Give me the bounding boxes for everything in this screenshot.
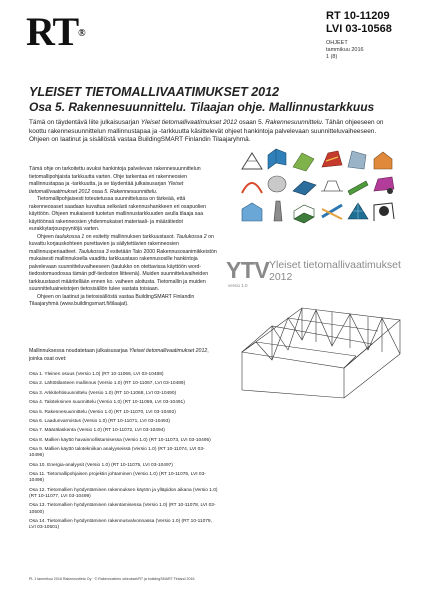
list-item: Osa 3. Arkkitehtisuunnittelu (Versio 1.0) (RT 10-11068, LVI 03-10490) [29,390,177,396]
list-item: Osa 5. Rakennesuunnittelu (Versio 1.0) (RT 10-11070, LVI 03-10492) [29,409,176,415]
list-item: Osa 10. Energia-analyysit (Versio 1.0) (RT 10-11075, LVI 03-10497) [29,462,173,468]
list-item: Osa 8. Mallien käyttö havainnollistamisessa (Versio 1.0) (RT 10-11073, LVI 03-10495) [29,437,211,443]
paragraph-4: Ohjeen on laatinut ja tietosisällöstä vastaa BuildingSMART Finlandin Tilaajaryhmä (www.buildingsmart.fi/tilaajat). [29,293,195,307]
truss-icon [242,153,262,169]
frame-icon [374,203,394,221]
list-item: Osa 1. Yleinen osuus (Versio 1.0) (RT 10-11066, LVI 03-10488) [29,372,164,377]
wall-icon [348,151,366,169]
tank-icon [268,176,286,192]
footer: PL 1 tammikuu 2016 Rakennustieto Oy · © Rakennustieto oikeukset/RT ja buildingSMART Finland 2016 [29,577,195,581]
roof-icon [293,153,314,171]
truss-structure-drawing [232,290,410,400]
ytv-version: versio 1.0 [228,283,248,288]
list-item: Osa 7. Määrälaskenta (Versio 1.0) (RT 10-11072, LVI 03-10494) [29,428,165,434]
rt-code: RT 10-11209 [326,10,390,22]
duct-icon [374,177,394,194]
beam-icon [348,181,368,195]
ytv-title: Yleiset tietomallivaatimukset [269,259,401,271]
list-item: Osa 9. Mallien käyttö talotekniikan analyyseissä (Versio 1.0) (RT 10-11074, LVI 03-10496) [29,447,205,459]
parts-list [29,372,219,534]
paragraph-1: Tämä ohje on tarkoitettu avuksi hankintoja palvelevan rakennesuunnittelun tietomallipohjaista tarkkuutta varten. Ohje tarkentaa eri rakenneosien mallinnustapaa ja -tarkkuutta, ja se täydentää julkaisusarjan Yleiset tietomallivaatimukset 2012 osaa 5. Rakennesuunnittelu. [29,166,201,195]
list-item: Osa 6. Laadunvarmistus (Versio 1.0) (RT 10-11071, LVI 03-10493) [29,418,170,424]
hall-icon [242,203,262,221]
ytv-icon-collage [240,147,400,227]
paragraph-3: Ohjeen taulukossa 1 on esitetty mallinnuksen tarkkuustasot. Taulukossa 2 on kuvattu korjauskohteen purettavien ja säilytettävien rakenneosien mallinnusperiaatteet. Taulukossa 3 esitetään Talo 2000 Rakennusosanimikkeistön mukaisesti mallinnuksella vaadittu tarkkuustaso rakennusosille hankintoja palvelevaan suunnitteluvaiheeseen (taulukko on otettavissa käyttöön word-tiedostomuodossa tämän pdf-tiedoston liitteenä). Muiden suunnitteluvaiheiden tarkkuustasot määritellään ennen ko. vaiheen aloitusta. Tietomallin ja muiden suunnitteluaineistojen tietosisällön tulee vastata toisiaan. [29,233,217,292]
list-item: Osa 13. Tietomallien hyödyntäminen rakentamisessa (Versio 1.0) (RT 10-11078, LVI 03-10500) [29,503,216,515]
block-icon [294,205,314,223]
house-icon [374,152,392,169]
page-number: 1 (8) [326,54,338,60]
doc-type: OHJEET [326,40,348,46]
intro-paragraph: Tämä on täydentävä liite julkaisusarjan Yleiset tietomallivaatimukset 2012 osaan 5. Rakennesuunnittelu. Tähän ohjeeseen on koottu rakennesuunnittelun mallinnustapaa ja -tarkkuutta käsittelevät ohjeet hankintoja palvelevaan suunnitteluvaiheeseen. Ohjeen on laatinut ja sisällöstä vastaa BuildingSMART Finlandin Tilaajaryhmä. [29,119,384,144]
tower-icon [274,201,282,221]
rt-logo: RT® [26,9,85,54]
ytv-brand: YTV [226,257,270,283]
arc-icon [242,183,262,193]
list-item: Osa 12. Tietomallien hyödyntäminen rakennuksen käytön ja ylläpidon aikana (Versio 1.0) (RT 10-11077, LVI 03-10499) [29,487,218,499]
ytv-year: 2012 [269,271,293,283]
main-title: YLEISET TIETOMALLIVAATIMUKSET 2012 [29,85,280,99]
slab-icon [293,181,316,195]
grid-icon [348,203,368,219]
subtitle: Osa 5. Rakennesuunnittelu. Tilaajan ohje. Mallinnustarkkuus [29,100,375,114]
hvac-icon [322,151,342,167]
list-item: Osa 2. Lähtötilanteen mallinnus (Versio 1.0) (RT 10-11067, LVI 03-10489) [29,381,186,387]
lvi-code: LVI 03-10568 [326,23,392,35]
parts-intro: Mallinnuksessa noudatetaan julkaisusarjaa Yleiset tietomallivaatimukset 2012, joinka osat ovet: [29,348,209,362]
list-item: Osa 4. Talotekninen suunnittelu (Versio 1.0) (RT 10-11069, LVI 03-10491) [29,400,185,406]
doc-date: tammikuu 2016 [326,47,364,53]
building-icon [268,149,286,169]
bridge-icon [321,181,343,191]
pipe-icon [322,205,342,219]
body-text [29,166,217,309]
list-item: Osa 11. Tietomallipohjaisen projektin johtaminen (Versio 1.0) (RT 10-11076, LVI 03-10498) [29,472,206,484]
paragraph-2: Tietomallipohjaisesti toteutetussa suunnittelussa on tärkeää, että rakenneosaset saadaan kuvattua selkeästi rakennushankkeen eri osapuolien käyttöön. Ohjeen mukaisesti tuotetun mallinnustarkkuuden avulla tilaaja saa käyttöönsä rakenneosien yhdenmukaiset materiaali- ja määrätiedot eurakkytarjouspyyntöjä varten. [29,196,207,232]
list-item: Osa 14. Tietomallien hyödyntäminen rakennusvalvonnassa (Versio 1.0) (RT 10-11079, LVI 03-10501) [29,518,212,531]
